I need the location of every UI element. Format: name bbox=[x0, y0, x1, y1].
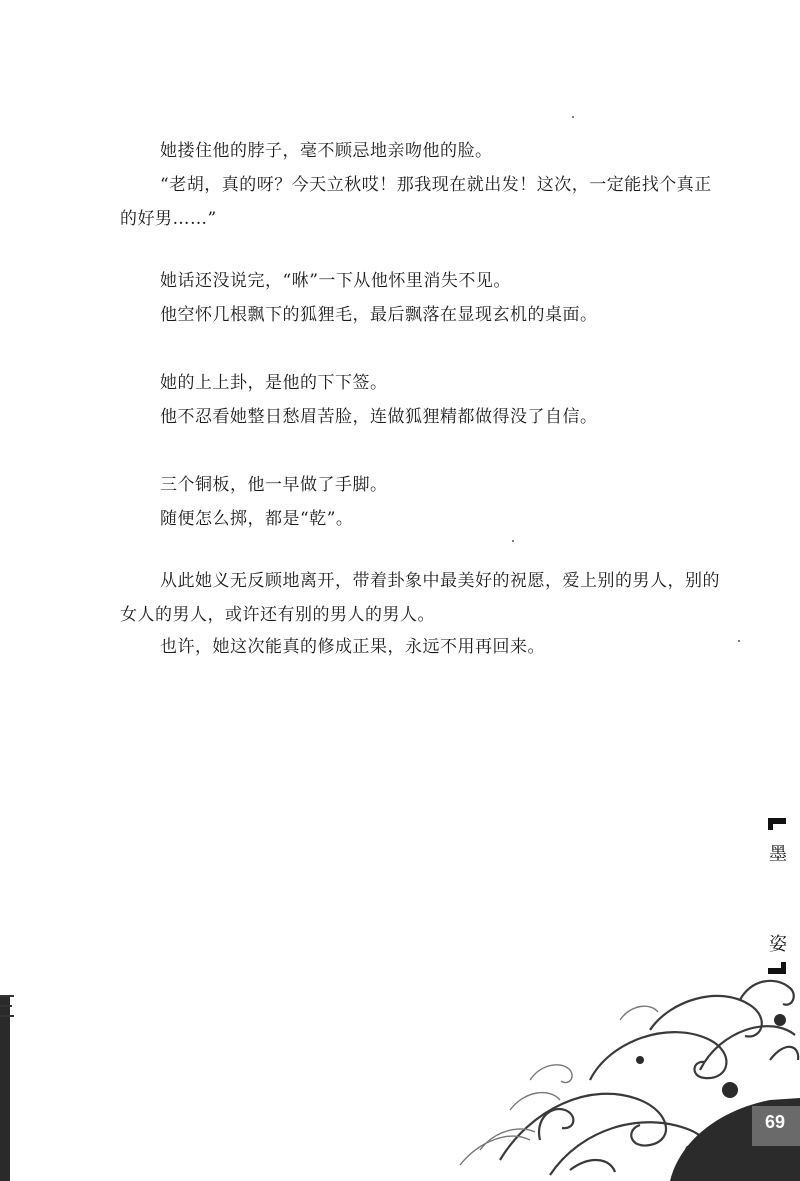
paragraph-5: 她的上上卦，是他的下下签。 bbox=[160, 373, 388, 393]
paragraph-7: 三个铜板，他一早做了手脚。 bbox=[160, 475, 388, 495]
paragraph-2: “老胡，真的呀？今天立秋哎！那我现在就出发！这次，一定能找个真正的好男……” bbox=[120, 175, 712, 229]
paragraph-1: 她搂住他的脖子，毫不顾忌地亲吻他的脸。 bbox=[160, 141, 493, 161]
side-label-top: 墨 bbox=[769, 844, 787, 865]
left-tick-marks-icon bbox=[0, 990, 18, 1050]
paragraph-8: 随便怎么掷，都是“乾”。 bbox=[160, 509, 354, 529]
side-label-bottom: 姿 bbox=[769, 934, 787, 955]
paragraph-10: 也许，她这次能真的修成正果，永远不用再回来。 bbox=[160, 637, 545, 657]
scan-speck bbox=[512, 540, 514, 542]
scan-speck bbox=[738, 640, 740, 642]
scan-speck bbox=[572, 116, 574, 118]
decorative-swirl-ornament bbox=[440, 960, 800, 1181]
page-number: 69 bbox=[764, 1112, 786, 1132]
paragraph-6: 他不忍看她整日愁眉苦脸，连做狐狸精都做得没了自信。 bbox=[160, 407, 598, 427]
paragraph-4: 他空怀几根飘下的狐狸毛，最后飘落在显现玄机的桌面。 bbox=[160, 305, 598, 325]
paragraph-3: 她话还没说完，“咻”一下从他怀里消失不见。 bbox=[160, 271, 511, 291]
bracket-top-icon bbox=[768, 818, 786, 824]
paragraph-9: 从此她义无反顾地离开，带着卦象中最美好的祝愿，爱上别的男人，别的女人的男人，或许还有别的男人的男人。 bbox=[120, 571, 720, 625]
